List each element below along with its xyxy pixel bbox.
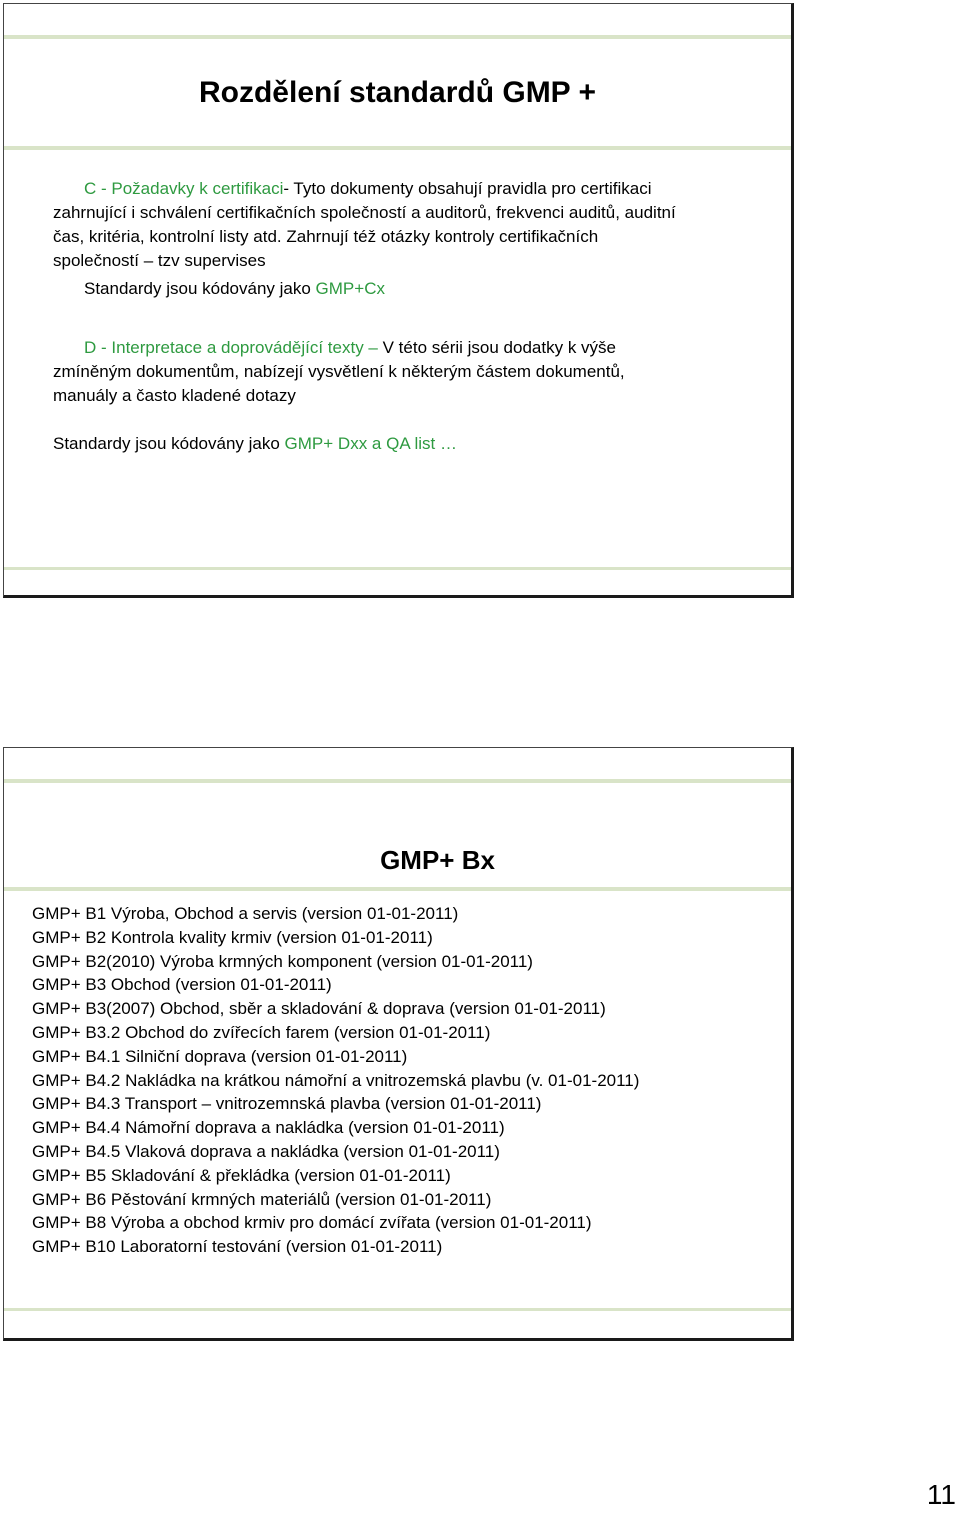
list-item: GMP+ B10 Laboratorní testování (version 01-01-2011) (32, 1237, 443, 1257)
list-item: GMP+ B5 Skladování & překládka (version 01-01-2011) (32, 1165, 451, 1185)
section-d (53, 336, 793, 456)
section-d-codes-value: GMP+ Dxx a QA list … (284, 434, 457, 453)
list-item: GMP+ B3 Obchod (version 01-01-2011) (32, 975, 332, 995)
list-item: GMP+ B4.3 Transport – vnitrozemnská plavba (version 01-01-2011) (32, 1094, 542, 1114)
section-d-codes-prefix: Standardy jsou kódovány jako (53, 434, 285, 453)
slide-2-title: GMP+ Bx (380, 845, 495, 875)
page-number: 11 (926, 1479, 956, 1510)
section-c-line-3: čas, kritéria, kontrolní listy atd. Zahrnují též otázky kontroly certifikačních (53, 227, 599, 246)
list-item: GMP+ B3(2007) Obchod, sběr a skladování & doprava (version 01-01-2011) (32, 999, 606, 1019)
section-c-text: - Tyto dokumenty obsahují pravidla pro certifikaci (283, 179, 652, 198)
list-item: GMP+ B3.2 Obchod do zvířecích farem (version 01-01-2011) (32, 1022, 491, 1042)
section-c-line-2: zahrnující i schválení certifikačních společností a auditorů, frekvenci auditů, auditní (53, 203, 676, 222)
slide-1-top-band (4, 35, 791, 39)
list-item: GMP+ B2 Kontrola kvality krmiv (version 01-01-2011) (32, 927, 433, 947)
section-c-codes-value: GMP+Cx (315, 279, 385, 298)
list-item: GMP+ B4.5 Vlaková doprava a nakládka (version 01-01-2011) (32, 1141, 500, 1161)
slide-2-top-band (4, 779, 791, 783)
list-item: GMP+ B8 Výroba a obchod krmiv pro domácí zvířata (version 01-01-2011) (32, 1213, 592, 1233)
list-item: GMP+ B4.1 Silniční doprava (version 01-01-2011) (32, 1046, 408, 1066)
section-c-letter: C (84, 179, 97, 198)
list-item: GMP+ B1 Výroba, Obchod a servis (version 01-01-2011) (32, 904, 459, 923)
section-c-label: - Požadavky k certifikaci (96, 179, 284, 198)
section-d-line-3: manuály a často kladené dotazy (53, 386, 296, 405)
list-item: GMP+ B2(2010) Výroba krmných komponent (version 01-01-2011) (32, 951, 533, 971)
list-item: GMP+ B6 Pěstování krmných materiálů (version 01-01-2011) (32, 1189, 492, 1209)
section-d-text: V této sérii jsou dodatky k výše (382, 338, 616, 357)
section-d-line-2: zmíněným dokumentům, nabízejí vysvětlení k některým částem dokumentů, (53, 362, 625, 381)
slide-2-footer-band (4, 1308, 791, 1311)
slide-2 (3, 747, 794, 1341)
list-item: GMP+ B4.2 Nakládka na krátkou námořní a vnitrozemská plavbu (v. 01-01-2011) (32, 1070, 640, 1090)
slide-2-title-divider (4, 887, 791, 891)
slide-1-footer-band (4, 567, 791, 570)
section-d-label: - Interpretace a doprovádějící texty – (96, 338, 383, 357)
slide-1-title: Rozdělení standardů GMP + (198, 76, 597, 109)
slide-1 (3, 3, 794, 598)
list-item: GMP+ B4.4 Námořní doprava a nakládka (version 01-01-2011) (32, 1118, 505, 1138)
gmp-b-list (32, 902, 639, 1259)
section-c-codes-prefix: Standardy jsou kódovány jako (84, 279, 316, 298)
section-d-letter: D (84, 338, 97, 357)
section-c (53, 177, 793, 301)
section-c-line-4: společností – tzv supervises (53, 251, 266, 270)
slide-1-title-divider (4, 146, 791, 150)
